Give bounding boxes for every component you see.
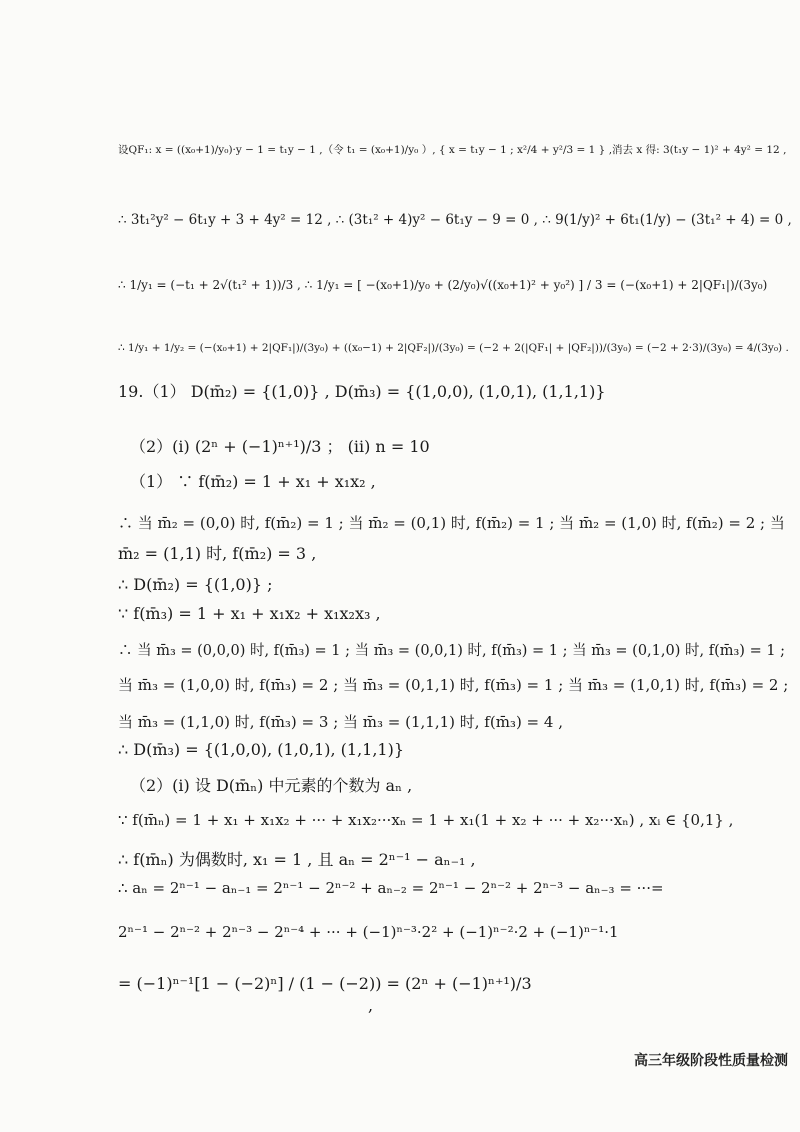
line-trailing-comma: ,: [368, 996, 374, 1015]
footer-exam-title: 高三年级阶段性质量检测: [634, 1053, 788, 1069]
line-alternating-sum: 2ⁿ⁻¹ − 2ⁿ⁻² + 2ⁿ⁻³ − 2ⁿ⁻⁴ + ··· + (−1)ⁿ⁻³·2² + (−1)ⁿ⁻²·2 + (−1)ⁿ⁻¹·1: [118, 923, 619, 941]
line-m3-cases-a: ∴ 当 m̄₃ = (0,0,0) 时, f(m̄₃) = 1 ; 当 m̄₃ = (0,0,1) 时, f(m̄₃) = 1 ; 当 m̄₃ = (0,1,0) 时, f(m̄₃) = 1 ;: [118, 643, 786, 659]
line-d-m3: ∴ D(m̄₃) = {(1,0,0), (1,0,1), (1,1,1)}: [118, 740, 405, 759]
line-m2-cases-b: m̄₂ = (1,1) 时, f(m̄₂) = 3 ,: [118, 544, 317, 563]
line-part2-intro: （2）(i) 设 D(m̄ₙ) 中元素的个数为 aₙ ,: [130, 776, 413, 795]
line-recurrence: ∴ f(m̄ₙ) 为偶数时, x₁ = 1 , 且 aₙ = 2ⁿ⁻¹ − aₙ₋₁ ,: [118, 850, 476, 869]
line-qf1-equation: 设QF₁: x = ((x₀+1)/y₀)·y − 1 = t₁y − 1 ,（令 t₁ = (x₀+1)/y₀ ）, { x = t₁y − 1 ; x²/4 + y²/3 = 1 } ,消去 x 得: 3(t₁y − 1)² + 4y² = 12 ,: [118, 144, 787, 156]
line-solution-1-start: （1） ∵ f(m̄₂) = 1 + x₁ + x₁x₂ ,: [130, 472, 376, 491]
line-q19-answer-1: 19.（1） D(m̄₂) = {(1,0)} , D(m̄₃) = {(1,0,0), (1,0,1), (1,1,1)}: [118, 382, 606, 401]
line-q19-answer-2: （2）(i) (2ⁿ + (−1)ⁿ⁺¹)/3 ； (ii) n = 10: [130, 437, 430, 456]
line-an-expansion: ∴ aₙ = 2ⁿ⁻¹ − aₙ₋₁ = 2ⁿ⁻¹ − 2ⁿ⁻² + aₙ₋₂ = 2ⁿ⁻¹ − 2ⁿ⁻² + 2ⁿ⁻³ − aₙ₋₃ = ···=: [118, 879, 664, 897]
line-one-over-y1: ∴ 1/y₁ = (−t₁ + 2√(t₁² + 1))/3 , ∴ 1/y₁ = [ −(x₀+1)/y₀ + (2/y₀)√((x₀+1)² + y₀²) ] / 3 = (−(x₀+1) + 2|QF₁|)/(3y₀): [118, 278, 768, 292]
line-d-m2: ∴ D(m̄₂) = {(1,0)} ;: [118, 575, 273, 594]
line-f-mn: ∵ f(m̄ₙ) = 1 + x₁ + x₁x₂ + ··· + x₁x₂···xₙ = 1 + x₁(1 + x₂ + ··· + x₂···xₙ) , xᵢ ∈ {0,1} ,: [118, 811, 734, 829]
line-quadratic-in-y: ∴ 3t₁²y² − 6t₁y + 3 + 4y² = 12 , ∴ (3t₁² + 4)y² − 6t₁y − 9 = 0 , ∴ 9(1/y)² + 6t₁(1/y) − (3t₁² + 4) = 0 ,: [118, 212, 792, 228]
line-f-m3: ∵ f(m̄₃) = 1 + x₁ + x₁x₂ + x₁x₂x₃ ,: [118, 604, 381, 623]
line-m3-cases-c: 当 m̄₃ = (1,1,0) 时, f(m̄₃) = 3 ; 当 m̄₃ = (1,1,1) 时, f(m̄₃) = 4 ,: [118, 713, 563, 731]
line-m3-cases-b: 当 m̄₃ = (1,0,0) 时, f(m̄₃) = 2 ; 当 m̄₃ = (0,1,1) 时, f(m̄₃) = 1 ; 当 m̄₃ = (1,0,1) 时, f(m̄₃) = 2 ;: [118, 676, 789, 694]
line-sum-reciprocals: ∴ 1/y₁ + 1/y₂ = (−(x₀+1) + 2|QF₁|)/(3y₀) + ((x₀−1) + 2|QF₂|)/(3y₀) = (−2 + 2(|QF₁| + |QF₂|))/(3y₀) = (−2 + 2·3)/(3y₀) = 4/(3y₀) .: [118, 342, 789, 354]
line-m2-cases-a: ∴ 当 m̄₂ = (0,0) 时, f(m̄₂) = 1 ; 当 m̄₂ = (0,1) 时, f(m̄₂) = 1 ; 当 m̄₂ = (1,0) 时, f(m̄₂) = 2 ; 当: [118, 514, 785, 532]
line-final-result: = (−1)ⁿ⁻¹[1 − (−2)ⁿ] / (1 − (−2)) = (2ⁿ + (−1)ⁿ⁺¹)/3: [118, 974, 532, 993]
